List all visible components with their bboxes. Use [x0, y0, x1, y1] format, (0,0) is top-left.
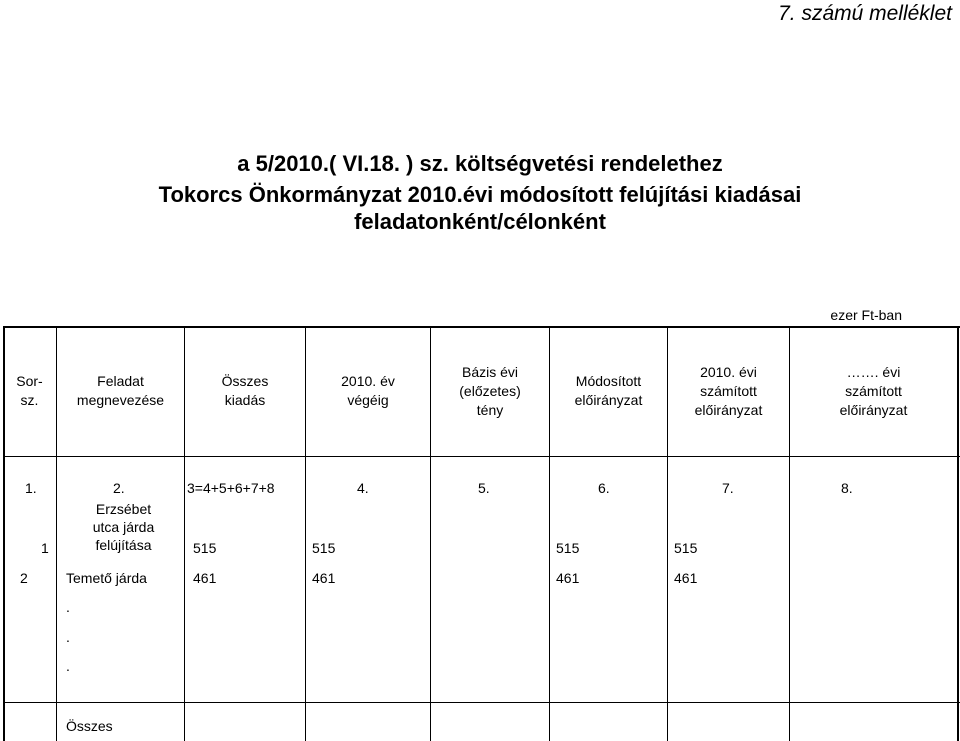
total-row-label: Összes: [66, 718, 113, 734]
placeholder-dot: .: [66, 599, 70, 615]
unit-label: ezer Ft-ban: [830, 307, 902, 323]
row-number: 2: [20, 570, 28, 586]
column-number: 8.: [841, 480, 853, 496]
calc-2010-value: 461: [674, 570, 698, 586]
title-line-3: feladatonként/célonként: [354, 209, 606, 234]
until-2010-value: 461: [312, 570, 336, 586]
header-modified-appropriation: Módosított előirányzat: [574, 373, 643, 408]
header-row-number: Sor- sz.: [16, 373, 43, 408]
column-number: 7.: [722, 480, 734, 496]
calc-2010-value: 515: [674, 540, 698, 556]
title-line-2: Tokorcs Önkormányzat 2010.évi módosított felújítási kiadásai: [158, 182, 802, 207]
column-number: 1.: [25, 480, 37, 496]
title-line-1: a 5/2010.( VI.18. ) sz. költségvetési rendelethez: [237, 151, 723, 176]
column-number: 6.: [598, 480, 610, 496]
modified-value: 515: [556, 540, 580, 556]
header-divider: [3, 456, 960, 457]
header-2010-calculated: 2010. évi számított előirányzat: [694, 363, 763, 418]
task-name: Temető járda: [66, 570, 147, 586]
until-2010-value: 515: [312, 540, 336, 556]
header-base-year: Bázis évi (előzetes) tény: [459, 363, 521, 418]
total-value: 515: [193, 540, 217, 556]
column-number: 4.: [357, 480, 369, 496]
total-divider: [3, 702, 960, 703]
total-value: 461: [193, 570, 217, 586]
header-task-name: Feladat megnevezése: [76, 373, 165, 408]
table-right-border: [957, 326, 959, 741]
column-number: 3=4+5+6+7+8: [187, 480, 275, 496]
column-number: 2.: [113, 480, 125, 496]
row-number: 1: [41, 540, 49, 556]
placeholder-dot: .: [66, 629, 70, 645]
modified-value: 461: [556, 570, 580, 586]
task-name: Erzsébet utca járda felújítása: [92, 501, 155, 553]
header-until-2010: 2010. év végéig: [341, 373, 395, 408]
annex-label: 7. számú melléklet: [778, 2, 952, 25]
header-other-year-calculated: ……. évi számított előirányzat: [839, 363, 908, 418]
column-number: 5.: [478, 480, 490, 496]
header-total-expenditure: Összes kiadás: [221, 373, 269, 408]
placeholder-dot: .: [66, 658, 70, 674]
